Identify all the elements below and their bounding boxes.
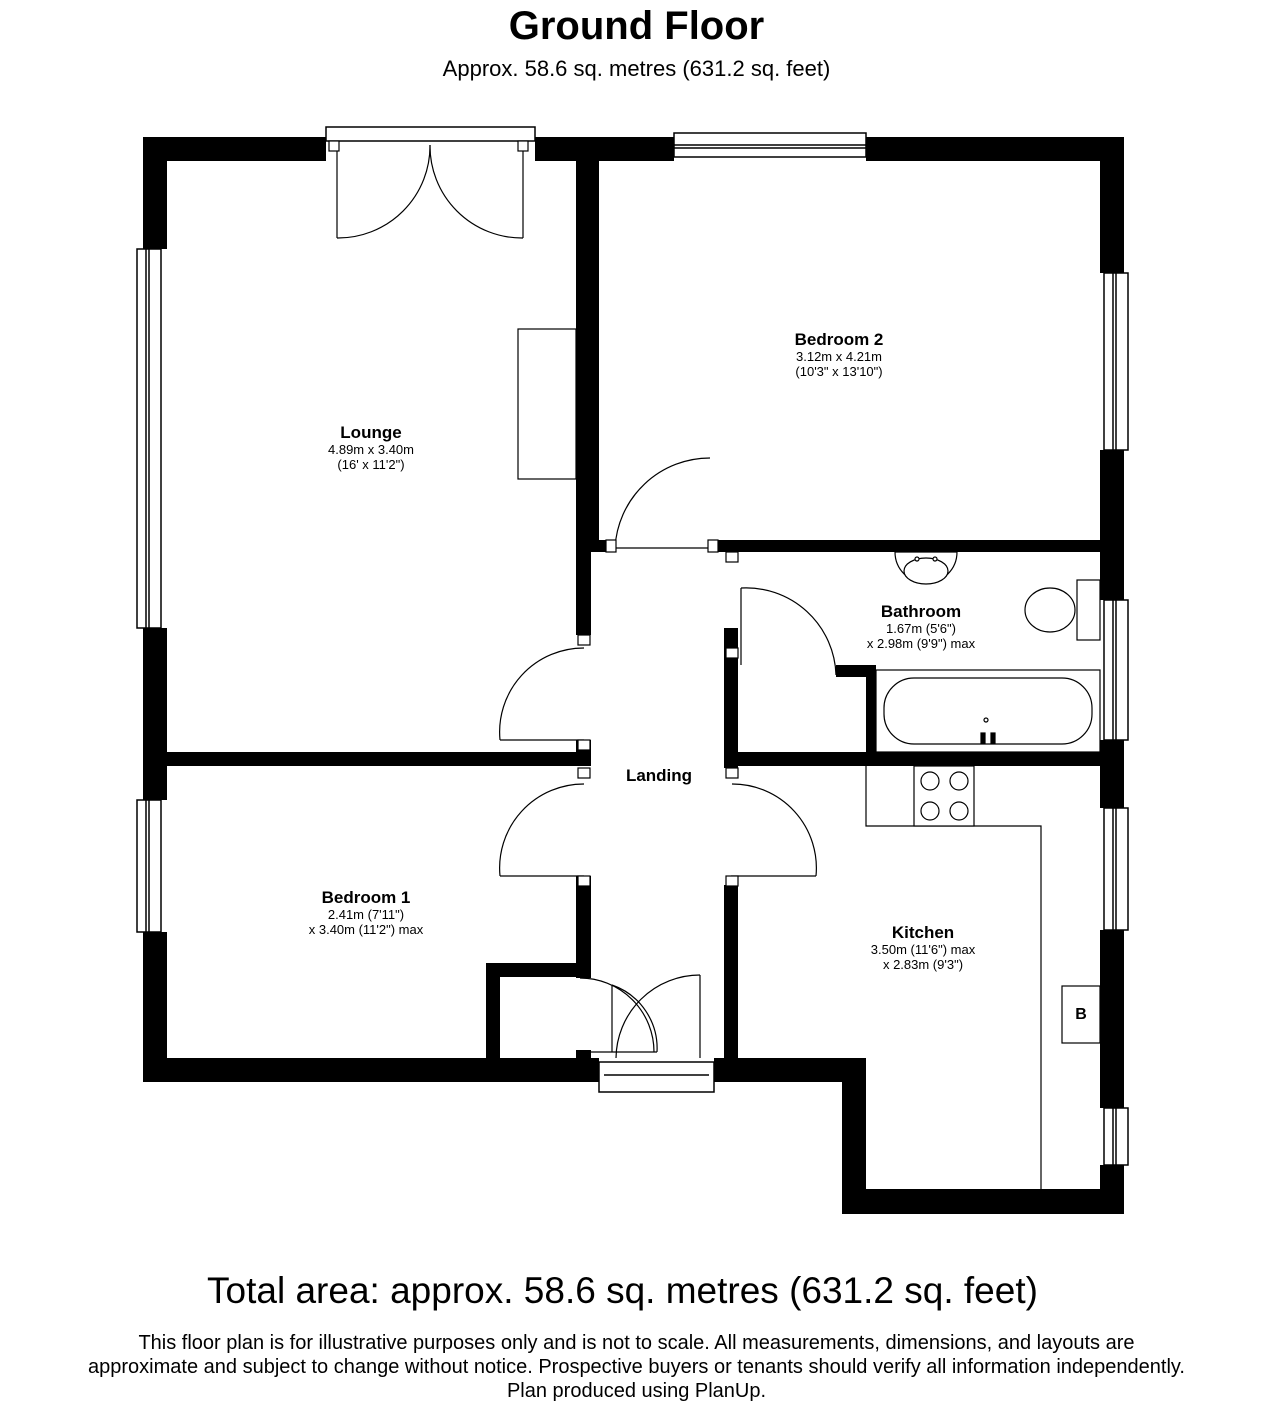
room-dims: 3.50m (11'6") max bbox=[870, 942, 976, 957]
window-bathroom-right bbox=[1104, 600, 1128, 740]
floor-area-subtitle: Approx. 58.6 sq. metres (631.2 sq. feet) bbox=[442, 56, 831, 81]
room-label-bedroom2 bbox=[795, 330, 884, 379]
window-kitchen-right-2 bbox=[1104, 1108, 1128, 1165]
disclaimer-line: This floor plan is for illustrative purposes only and is not to scale. All measurements, dimensions, and layouts are bbox=[138, 1332, 1135, 1354]
hob-icon bbox=[914, 766, 974, 826]
wall-bottom-left bbox=[143, 1058, 599, 1082]
room-dims: 4.89m x 3.40m bbox=[328, 442, 414, 457]
room-name: Bedroom 2 bbox=[794, 330, 884, 349]
disclaimer-line: Plan produced using PlanUp. bbox=[506, 1380, 767, 1402]
wall-right-5 bbox=[1100, 1165, 1124, 1214]
wall-top-right bbox=[866, 137, 1124, 161]
wall-left-1 bbox=[143, 137, 167, 249]
window-front-door bbox=[599, 1062, 714, 1092]
wall-bed2-bottom bbox=[710, 540, 1124, 552]
wall-bath-kitchen bbox=[724, 752, 1124, 766]
toilet-icon bbox=[1025, 580, 1100, 640]
bath-tub-icon bbox=[876, 670, 1100, 752]
door-bedroom2 bbox=[606, 458, 718, 552]
door-front bbox=[616, 975, 700, 1058]
wall-porch-left bbox=[576, 1050, 591, 1082]
wall-bed2-landing bbox=[591, 161, 599, 551]
room-dims: (10'3" x 13'10") bbox=[795, 364, 883, 379]
wall-cupboard-right bbox=[576, 963, 591, 978]
window-bedroom1-left bbox=[137, 800, 161, 932]
wall-bed1-cupboard-left bbox=[486, 963, 500, 1058]
room-dims: x 2.98m (9'9") max bbox=[866, 636, 976, 651]
bathroom-sink-icon bbox=[895, 552, 957, 584]
room-name: Kitchen bbox=[891, 923, 955, 942]
room-label-bedroom1 bbox=[309, 888, 424, 937]
room-label-kitchen bbox=[871, 923, 976, 972]
window-bedroom2-top bbox=[674, 133, 866, 157]
room-label-lounge bbox=[328, 423, 414, 472]
wall-kitchen-bottom bbox=[842, 1189, 1124, 1214]
wall-lounge-bed2 bbox=[576, 161, 591, 635]
wall-right-3 bbox=[1100, 740, 1124, 808]
wall-landing-bath bbox=[724, 540, 738, 550]
interior-walls bbox=[143, 161, 1124, 1082]
wall-right-2 bbox=[1100, 450, 1124, 600]
window-lounge-left bbox=[137, 249, 161, 628]
wall-top-middle bbox=[535, 137, 674, 161]
page-title: Ground Floor bbox=[508, 4, 765, 48]
boiler-label: B bbox=[1075, 1006, 1087, 1023]
room-dims: x 2.83m (9'3") bbox=[882, 957, 964, 972]
room-dims: 1.67m (5'6") bbox=[886, 621, 956, 636]
room-label-bathroom bbox=[867, 602, 976, 651]
wall-bath-inner-top bbox=[836, 665, 876, 677]
room-name: Bathroom bbox=[880, 602, 962, 621]
window-kitchen-right-1 bbox=[1104, 808, 1128, 930]
room-label-landing bbox=[626, 766, 692, 785]
door-lounge bbox=[500, 635, 590, 750]
door-lounge-french bbox=[329, 141, 528, 238]
door-bathroom bbox=[726, 552, 836, 675]
door-kitchen bbox=[726, 768, 816, 886]
door-bedroom1 bbox=[500, 768, 590, 886]
wall-top-left bbox=[143, 137, 326, 161]
chimney-breast bbox=[518, 329, 576, 479]
total-area: Total area: approx. 58.6 sq. metres (631.2 sq. feet) bbox=[207, 1270, 1038, 1311]
room-name: Landing bbox=[625, 766, 693, 785]
room-dims: 3.12m x 4.21m bbox=[796, 349, 882, 364]
wall-bed1-cupboard-top bbox=[486, 963, 591, 977]
kitchen-worktop bbox=[866, 766, 1041, 1189]
room-dims: (16' x 11'2") bbox=[337, 457, 405, 472]
wall-left-2 bbox=[143, 628, 167, 800]
disclaimer bbox=[0, 1331, 1273, 1403]
room-name: Lounge bbox=[340, 423, 402, 442]
wall-bath-inner bbox=[866, 665, 876, 765]
wall-lounge-bed1 bbox=[143, 752, 591, 766]
disclaimer-line: approximate and subject to change without notice. Prospective buyers or tenants should verify all information independently. bbox=[88, 1356, 1185, 1378]
wall-bed1-right-1 bbox=[576, 876, 591, 966]
window-french-doors-top bbox=[326, 127, 535, 141]
room-name: Bedroom 1 bbox=[321, 888, 411, 907]
room-dims: 2.41m (7'11") bbox=[327, 907, 405, 922]
wall-kitchen-landing bbox=[724, 885, 738, 1082]
window-bedroom2-right bbox=[1104, 273, 1128, 450]
room-dims: x 3.40m (11'2") max bbox=[308, 922, 424, 937]
wall-right-1 bbox=[1100, 137, 1124, 273]
wall-right-4 bbox=[1100, 930, 1124, 1108]
